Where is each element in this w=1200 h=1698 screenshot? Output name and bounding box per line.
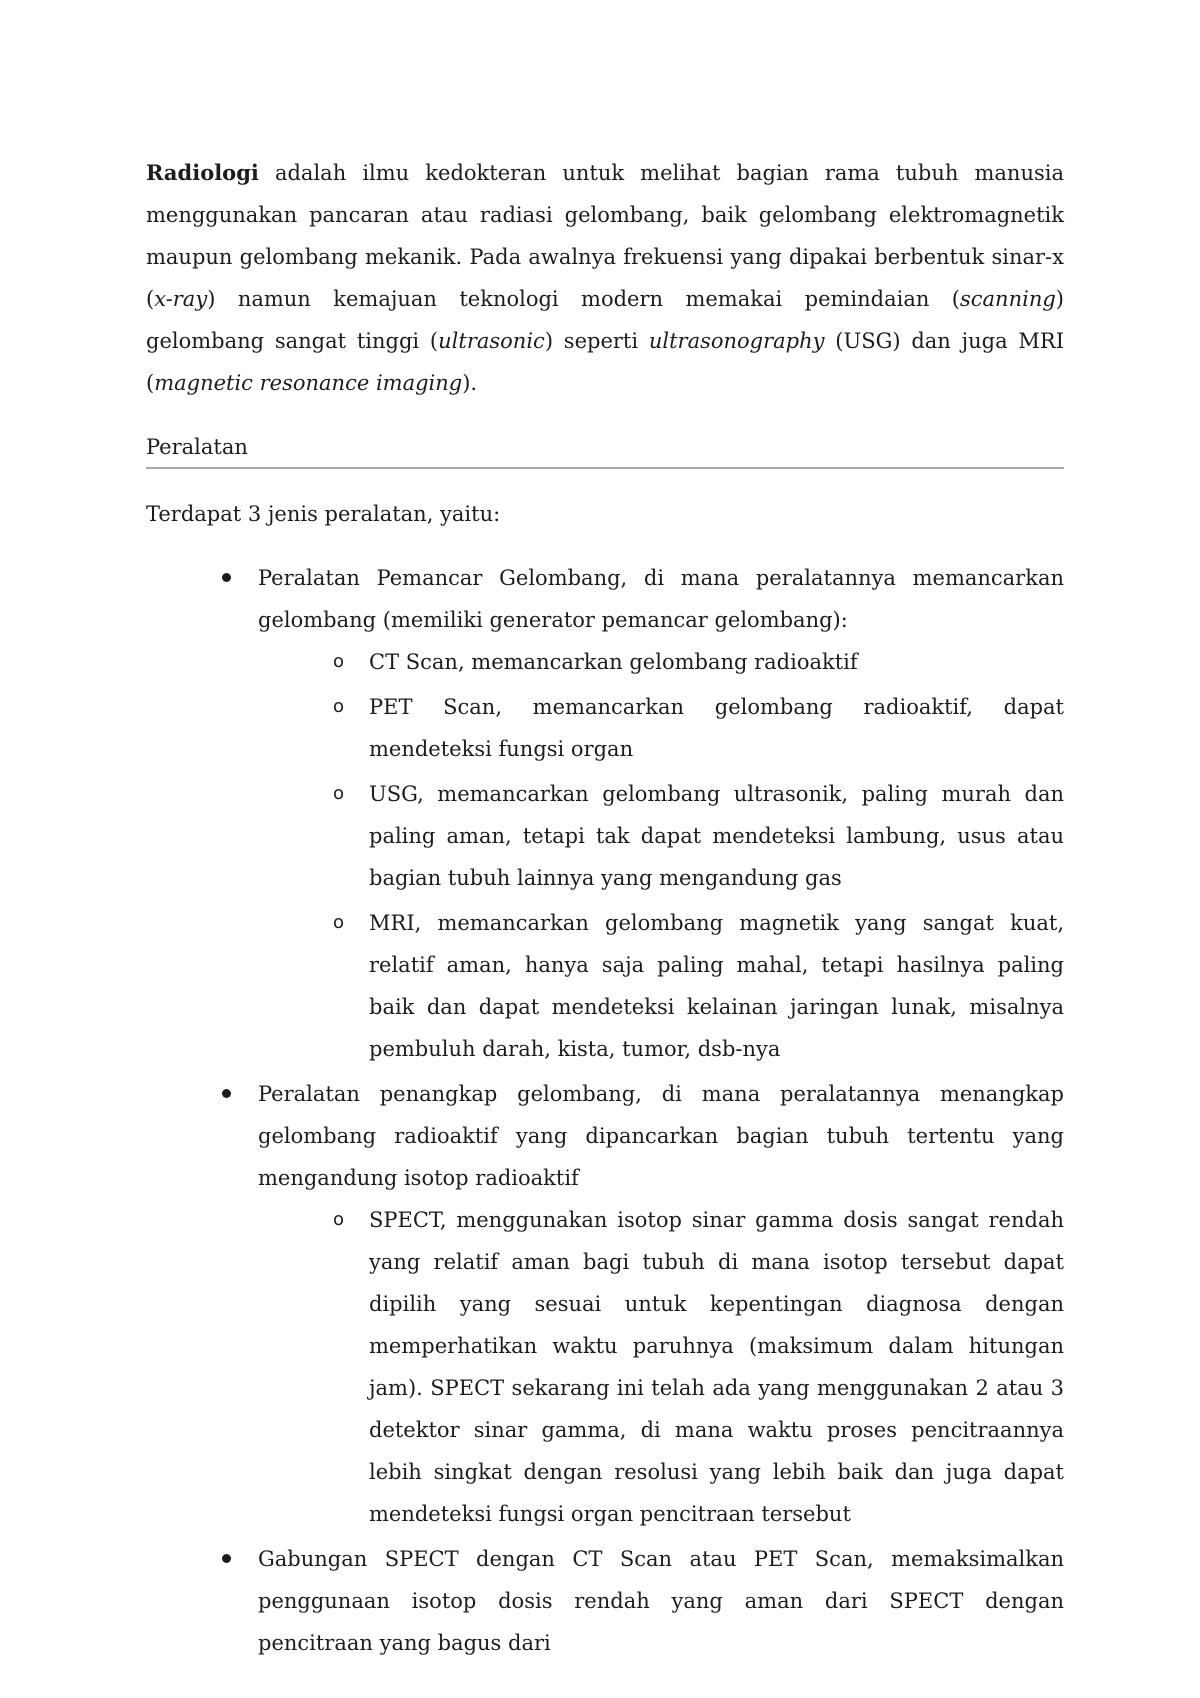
list-item-text: Peralatan Pemancar Gelombang, di mana peralatannya memancarkan gelombang (memiliki generator pemancar gelombang): bbox=[258, 566, 1064, 632]
intro-paragraph bbox=[146, 152, 1064, 404]
sub-list-item bbox=[258, 902, 1064, 1070]
intro-italic: scanning bbox=[960, 287, 1056, 311]
sub-list-item bbox=[258, 1199, 1064, 1535]
list-item bbox=[146, 1073, 1064, 1535]
circle-bullet-icon: o bbox=[333, 783, 345, 804]
term-radiologi: Radiologi bbox=[146, 160, 259, 185]
circle-bullet-icon: o bbox=[333, 1209, 345, 1230]
intro-text: adalah ilmu kedokteran untuk melihat bagian rama tubuh manusia menggunakan pancaran atau radiasi gelombang, baik gelombang elektromagnetik maupun gelombang mekanik. Pada awalnya frekuensi yang dipakai berbentuk sinar-x ( bbox=[146, 161, 1064, 311]
intro-text: ) namun kemajuan teknologi modern memakai pemindaian ( bbox=[207, 287, 960, 311]
intro-text: ). bbox=[462, 371, 478, 395]
circle-bullet-icon: o bbox=[333, 912, 345, 933]
circle-bullet-icon: o bbox=[333, 651, 345, 672]
sub-list-item-text: MRI, memancarkan gelombang magnetik yang sangat kuat, relatif aman, hanya saja paling mahal, tetapi hasilnya paling baik dan dapat mendeteksi kelainan jaringan lunak, misalnya pembuluh darah, kista, tumor, dsb-nya bbox=[369, 911, 1064, 1061]
intro-italic: x-ray bbox=[154, 287, 208, 311]
intro-italic: magnetic resonance imaging bbox=[154, 371, 463, 395]
intro-text: ) seperti bbox=[544, 329, 649, 353]
sub-list bbox=[258, 1199, 1064, 1535]
sub-list-item bbox=[258, 641, 1064, 683]
bullet-icon bbox=[222, 1554, 231, 1563]
list-intro: Terdapat 3 jenis peralatan, yaitu: bbox=[146, 502, 501, 526]
intro-text: ) gelombang sangat tinggi ( bbox=[146, 287, 1064, 353]
list-item bbox=[146, 1538, 1064, 1664]
equipment-list bbox=[146, 557, 1064, 1664]
list-item-text: Peralatan penangkap gelombang, di mana peralatannya menangkap gelombang radioaktif yang dipancarkan bagian tubuh tertentu yang mengandung isotop radioaktif bbox=[258, 1082, 1064, 1190]
list-item bbox=[146, 557, 1064, 1070]
bullet-icon bbox=[222, 1089, 231, 1098]
sub-list-item bbox=[258, 686, 1064, 770]
intro-italic: ultrasonic bbox=[438, 329, 545, 353]
intro-text: (USG) dan juga MRI ( bbox=[146, 329, 1064, 395]
sub-list bbox=[258, 641, 1064, 1070]
section-heading: Peralatan bbox=[146, 427, 1064, 469]
circle-bullet-icon: o bbox=[333, 696, 345, 717]
list-item-text: Gabungan SPECT dengan CT Scan atau PET Scan, memaksimalkan penggunaan isotop dosis rendah yang aman dari SPECT dengan pencitraan yang bagus dari bbox=[258, 1547, 1064, 1655]
document-body bbox=[146, 152, 1064, 1667]
bullet-icon bbox=[222, 573, 231, 582]
sub-list-item-text: SPECT, menggunakan isotop sinar gamma dosis sangat rendah yang relatif aman bagi tubuh di mana isotop tersebut dapat dipilih yang sesuai untuk kepentingan diagnosa dengan memperhatikan waktu paruhnya (maksimum dalam hitungan jam). SPECT sekarang ini telah ada yang menggunakan 2 atau 3 detektor sinar gamma, di mana waktu proses pencitraannya lebih singkat dengan resolusi yang lebih baik dan juga dapat mendeteksi fungsi organ pencitraan tersebut bbox=[369, 1208, 1064, 1526]
sub-list-item-text: PET Scan, memancarkan gelombang radioaktif, dapat mendeteksi fungsi organ bbox=[369, 695, 1064, 761]
sub-list-item-text: CT Scan, memancarkan gelombang radioaktif bbox=[369, 650, 858, 674]
sub-list-item-text: USG, memancarkan gelombang ultrasonik, paling murah dan paling aman, tetapi tak dapat mendeteksi lambung, usus atau bagian tubuh lainnya yang mengandung gas bbox=[369, 782, 1064, 890]
intro-italic: ultrasonography bbox=[648, 329, 825, 353]
sub-list-item bbox=[258, 773, 1064, 899]
